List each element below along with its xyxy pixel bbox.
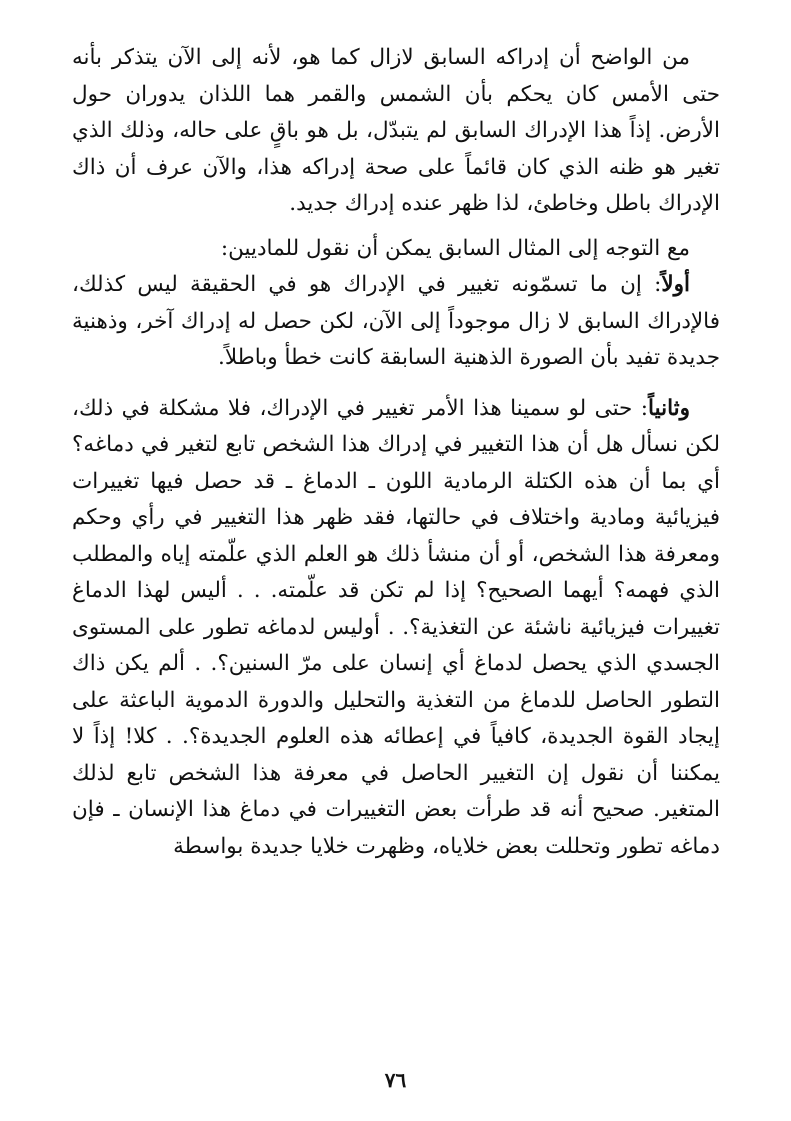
paragraph-3-lead: أولاً (661, 272, 690, 297)
paragraph-3-body: : إن ما تسمّونه تغيير في الإدراك هو في الحقيقة ليس كذلك، فالإدراك السابق لا زال موجوداً إلى الآن، لكن حصل له إدراك آخر، وذهنية جديدة تفيد بأن الصورة الذهنية السابقة كانت خطأ وباطلاً. (72, 272, 720, 370)
paragraph-4 (72, 391, 720, 866)
page-body (72, 40, 720, 865)
paragraph-1: من الواضح أن إدراكه السابق لازال كما هو، لأنه إلى الآن يتذكر بأنه حتى الأمس كان يحكم بأن الشمس والقمر هما اللذان يدوران حول الأرض. إذاً هذا الإدراك السابق لم يتبدّل، بل هو باقٍ على حاله، وذلك الذي تغير هو ظنه الذي كان قائماً على صحة إدراكه هذا، والآن عرف أن ذاك الإدراك باطل وخاطئ، لذا ظهر عنده إدراك جديد. (72, 45, 720, 216)
paragraph-4-lead: وثانياً (648, 395, 690, 421)
paragraph-3 (72, 267, 720, 377)
page-number: ٧٦ (384, 1068, 407, 1092)
paragraph-2: مع التوجه إلى المثال السابق يمكن أن نقول للماديين: (220, 235, 690, 261)
paragraph-4-body: : حتى لو سمينا هذا الأمر تغيير في الإدراك، فلا مشكلة في ذلك، لكن نسأل هل أن هذا التغيير في إدراك هذا الشخص تابع لتغير في دماغه؟ أي بما أن هذه الكتلة الرمادية اللون ـ الدماغ ـ قد حصل فيها تغييرات فيزيائية ومادية واختلاف في حالتها، فقد ظهر هذا التغيير في رأي وحكم ومعرفة هذا الشخص، أو أن منشأ ذلك هو العلم الذي علّمته إياه والمطلب الذي فهمه؟ أيهما الصحيح؟ إذا لم تكن قد علّمته. . . أليس لهذا الدماغ تغييرات فيزيائية ناشئة عن التغذية؟. . أوليس لدماغه تطور على المستوى الجسدي الذي يحصل لدماغ أي إنسان على مرّ السنين؟. . ألم يكن ذاك التطور الحاصل للدماغ من التغذية والتحليل والدورة الدموية الباعثة على إيجاد القوة الجديدة، كافياً في إعطائه هذه العلوم الجديدة؟. . كلا! إذاً لا يمكننا أن نقول إن التغيير الحاصل في معرفة هذا الشخص تابع لذلك المتغير. صحيح أنه قد طرأت بعض التغييرات في دماغ هذا الإنسان ـ فإن دماغه تطور وتحللت بعض خلاياه، وظهرت خلايا جديدة بواسطة (72, 395, 720, 859)
